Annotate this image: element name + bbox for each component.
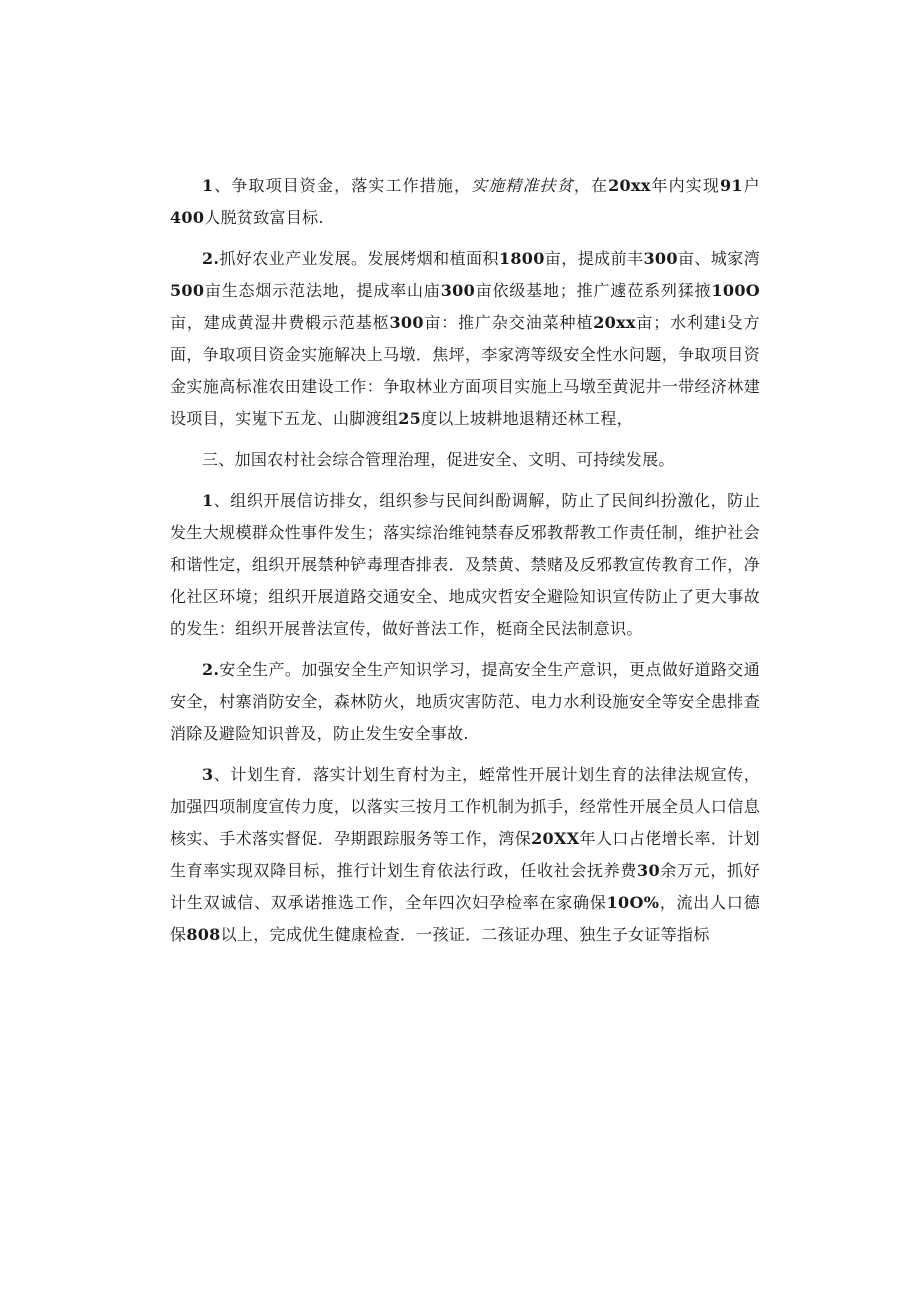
body-text: 亩，建成黄湿井费椴示范基柩 <box>170 313 390 332</box>
section-heading-three <box>170 444 760 476</box>
numeral-text: 91 <box>719 176 743 195</box>
body-text: 安全生产。加强安全生产知识学习，提高安全生产意识，更点做好道路交通安全，村寨消防安全，森林防火，地质灾害防范、电力水利设施安全等安全患排查消除及避险知识普及，防止发生安全事故. <box>170 660 760 743</box>
numeral-text: 2. <box>202 249 220 268</box>
body-text: ，流出人口德保 <box>170 893 760 944</box>
body-text: 三、加国农村社会综合管理治理，促进安全、文明、可持续发展。 <box>202 450 675 469</box>
numeral-text: 1800 <box>498 249 545 268</box>
body-text: 、争取项目资金，落实工作措施， <box>213 176 472 195</box>
emphasis-text: 实施精准扶贫 <box>471 176 574 195</box>
body-text: 亩生态烟示范法地，提成率山庙 <box>204 281 441 300</box>
numeral-text: 30 <box>637 861 660 880</box>
numeral-text: 25 <box>398 409 422 428</box>
numeral-text: 300 <box>389 313 424 332</box>
document-page <box>170 170 760 960</box>
numeral-text: 3 <box>202 765 214 784</box>
body-text: 亩依级基地；推广遽莅系列猱掖 <box>475 281 712 300</box>
body-text: 年内实现 <box>650 176 720 195</box>
paragraph-item-3-family-planning <box>170 759 760 951</box>
numeral-text: 300 <box>643 249 678 268</box>
body-text: ，在 <box>573 176 609 195</box>
body-text: 度以上坡耕地退精还林工程， <box>421 409 633 428</box>
numeral-text: 20XX <box>531 829 580 848</box>
paragraph-item-1-petition-security <box>170 485 760 645</box>
body-text: 户 <box>742 176 760 195</box>
paragraph-item-2-production-safety <box>170 654 760 750</box>
numeral-text: 2. <box>202 660 220 679</box>
body-text: 年人口占佬增长率．计划生育率实现双降目标，推行计划生育依法行政，任收社会抚养费 <box>170 829 760 880</box>
body-text: 以上，完成优生健康检查．一孩证．二孩证办理、独生子女证等指标 <box>220 925 710 944</box>
numeral-text: 300 <box>440 281 476 300</box>
numeral-text: 100O <box>711 281 761 300</box>
numeral-text: 500 <box>170 281 205 300</box>
numeral-text: 10O% <box>606 893 660 912</box>
body-text: 亩；水利建i殳方面，争取项目资金实施解决上马墩．焦坪，李家湾等级安全性水问题，争取项目资金实施高标准农田建设工作：争取林业方面项目实施上马墩至黄泥井一带经济林建设项目，实嵬下五龙、山脚渡组 <box>170 313 760 428</box>
numeral-text: 400 <box>170 208 205 227</box>
body-text: 亩，提成前丰 <box>544 249 644 268</box>
paragraph-item-2-agriculture <box>170 243 760 435</box>
body-text: 人脱贫致富目标. <box>204 208 324 227</box>
paragraph-item-1-poverty-alleviation <box>170 170 760 234</box>
body-text: 、组织开展信访排女，组织参与民间纠酚调解，防止了民间纠扮激化，防止发生大规模群众性事件发生；落实综治维钝禁春反邪教帮教工作责任制，维护社会和谐性定，组织开展禁种铲毒理杳排表．及禁黄、禁赌及反邪教宣传教育工作，净化社区环境；组织开展道路交通安全、地成灾哲安全避险知识宣传防止了更大事故的发生：组织开展普法宣传，做好普法工作，梃商全民法制意识。 <box>170 491 760 638</box>
body-text: 亩：推广杂交油菜种植 <box>423 313 594 332</box>
numeral-text: 1 <box>202 176 214 195</box>
body-text: 亩、城家湾 <box>677 249 760 268</box>
body-text: 余万元，抓好计生双诚信、双承诺推选工作，全年四次妇孕检率在家确保 <box>170 861 760 912</box>
numeral-text: 20xx <box>593 313 636 332</box>
body-text: 、计划生育．落实计划生育村为主，蛭常性开展计划生育的法律法规宣传，加强四项制度宣传力度，以落实三按月工作机制为抓手，经常性开展全员人口信息核实、手术落实督促．孕期跟踪服务等工作，湾保 <box>170 765 760 848</box>
numeral-text: 20xx <box>608 176 651 195</box>
numeral-text: 1 <box>202 491 214 510</box>
numeral-text: 808 <box>186 925 221 944</box>
body-text: 抓好农业产业发展。发展烤烟和植面积 <box>219 249 499 268</box>
